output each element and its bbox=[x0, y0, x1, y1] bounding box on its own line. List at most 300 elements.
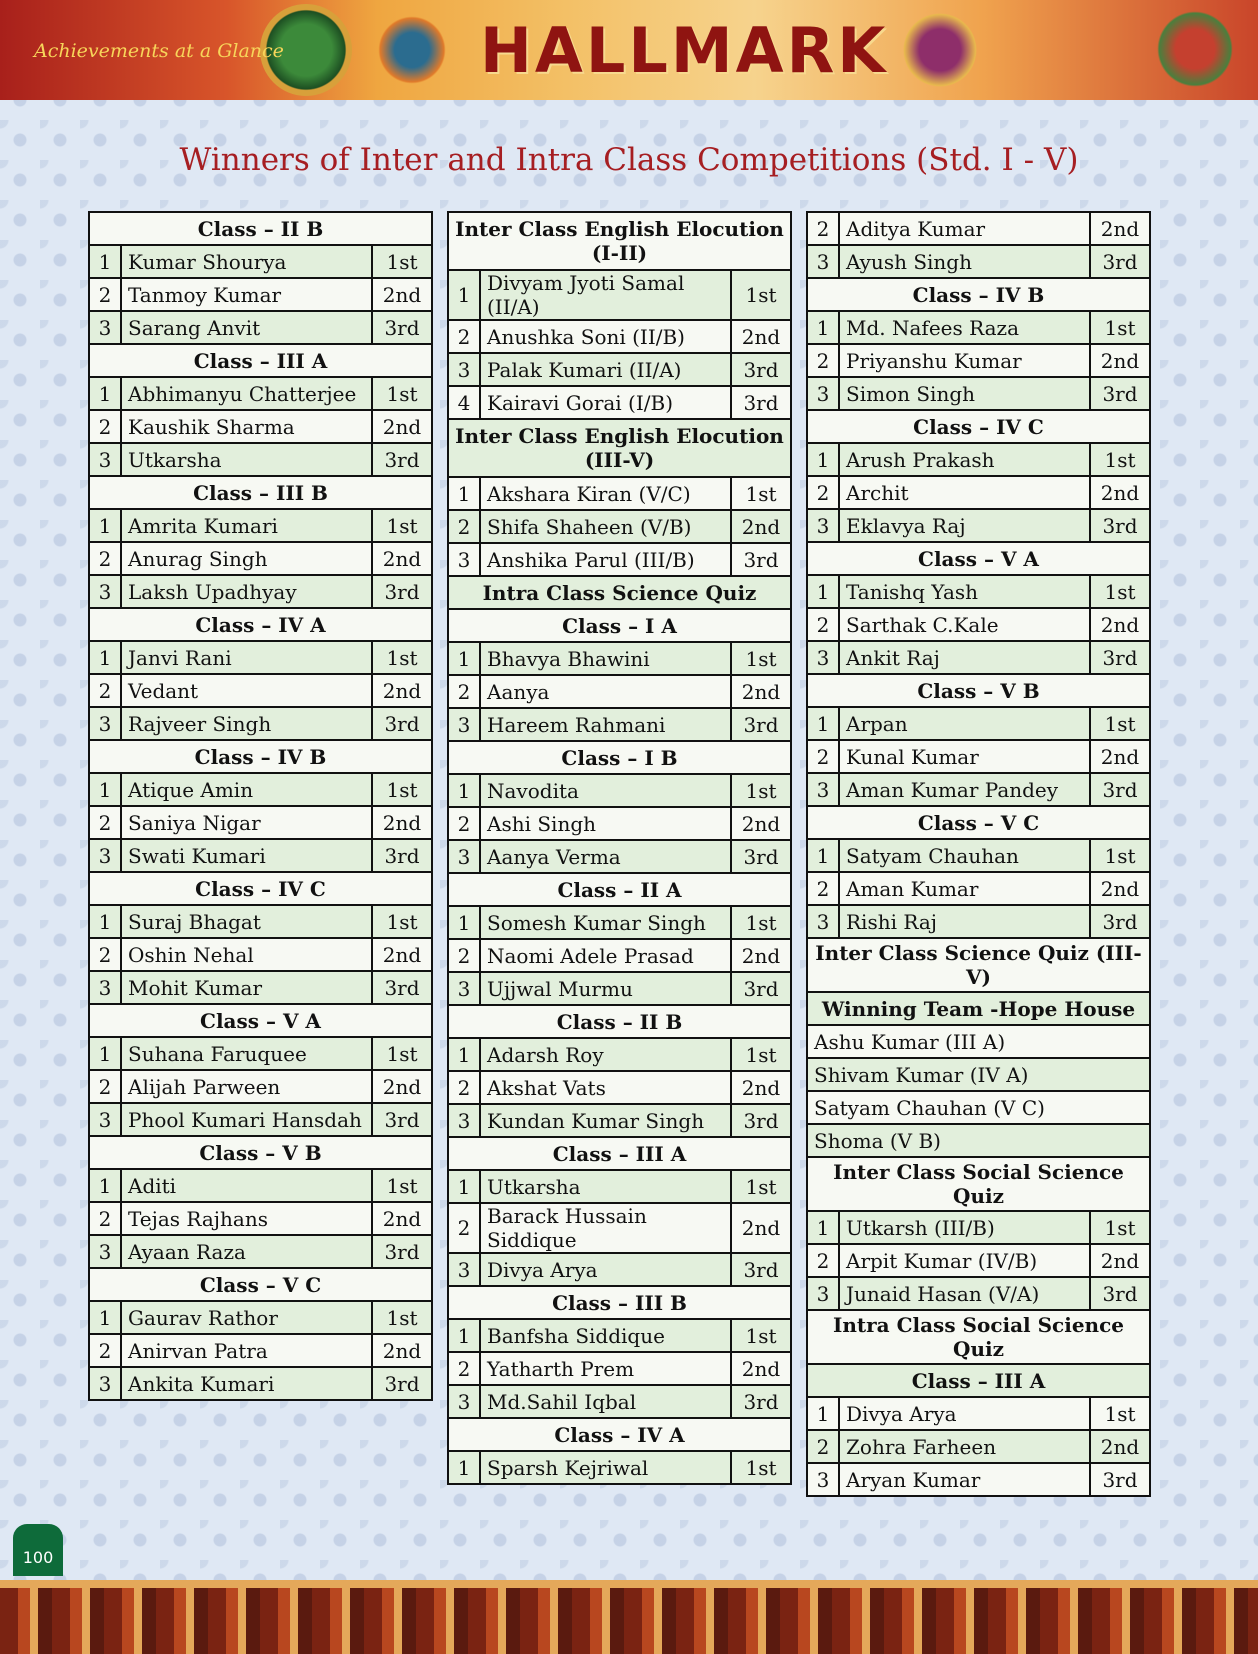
dancer-figure-icon bbox=[1150, 2, 1240, 96]
winner-name: Akshat Vats bbox=[481, 1072, 732, 1103]
position-label: 1st bbox=[1104, 579, 1136, 604]
section-heading bbox=[88, 1003, 433, 1038]
rank-number: 3 bbox=[449, 1105, 481, 1136]
position-label: 2nd bbox=[741, 1216, 781, 1240]
winner-row bbox=[88, 838, 433, 873]
rank-number: 2 bbox=[90, 1071, 122, 1102]
rank-number: 1 bbox=[90, 1170, 122, 1201]
section-heading-text: Class – V B bbox=[199, 1140, 322, 1165]
rank-number: 3 bbox=[808, 246, 840, 277]
winner-row bbox=[447, 319, 792, 354]
section-heading-text: Class – IV C bbox=[195, 876, 326, 901]
footer-border-art bbox=[0, 1580, 1258, 1654]
position-label: 3rd bbox=[384, 315, 420, 340]
position-label: 2nd bbox=[741, 811, 781, 836]
winner-row bbox=[447, 352, 792, 387]
section-heading bbox=[806, 1156, 1151, 1212]
section-heading-text: Intra Class Science Quiz bbox=[482, 580, 757, 605]
position-label: 3rd bbox=[1102, 249, 1138, 274]
section-heading bbox=[806, 277, 1151, 312]
winner-row bbox=[806, 871, 1151, 906]
section-heading-text: Class – III A bbox=[552, 1141, 687, 1166]
position-label: 2nd bbox=[382, 282, 422, 307]
winner-row bbox=[447, 269, 792, 321]
rank-number: 3 bbox=[449, 1386, 481, 1417]
rank-number: 1 bbox=[449, 643, 481, 674]
winner-row bbox=[806, 607, 1151, 642]
winner-row bbox=[806, 442, 1151, 477]
winner-name: Hareem Rahmani bbox=[481, 709, 732, 740]
position-label: 2nd bbox=[382, 1074, 422, 1099]
position-label: 1st bbox=[1104, 1401, 1136, 1426]
section-heading-text: Intra Class Social Science Quiz bbox=[832, 1313, 1124, 1361]
position-label: 1st bbox=[745, 646, 777, 671]
rank-number: 3 bbox=[449, 973, 481, 1004]
winner-name: Divya Arya bbox=[840, 1398, 1091, 1429]
rank-number: 3 bbox=[90, 840, 122, 871]
winner-row bbox=[806, 1210, 1151, 1245]
page-number: 100 bbox=[13, 1524, 63, 1576]
position-label: 3rd bbox=[384, 447, 420, 472]
winner-name: Aditya Kumar bbox=[840, 213, 1091, 244]
position-label: 3rd bbox=[384, 711, 420, 736]
position-label: 3rd bbox=[743, 712, 779, 737]
winner-name: Eklavya Raj bbox=[840, 510, 1091, 541]
section-heading-text: Winning Team -Hope House bbox=[821, 996, 1136, 1021]
position-label: 3rd bbox=[384, 975, 420, 1000]
position-label: 2nd bbox=[741, 324, 781, 349]
team-member-name: Shoma (V B) bbox=[814, 1128, 941, 1153]
rank-number: 2 bbox=[808, 1431, 840, 1462]
winner-name: Kundan Kumar Singh bbox=[481, 1105, 732, 1136]
winner-row bbox=[447, 674, 792, 709]
winner-row bbox=[88, 1102, 433, 1137]
section-heading bbox=[447, 740, 792, 775]
winner-row bbox=[447, 905, 792, 940]
rank-number: 3 bbox=[449, 841, 481, 872]
winner-row bbox=[806, 1276, 1151, 1311]
position-label: 2nd bbox=[1100, 744, 1140, 769]
winner-row bbox=[806, 838, 1151, 873]
winner-row bbox=[447, 1202, 792, 1254]
winner-name: Ankita Kumari bbox=[122, 1368, 373, 1399]
rank-number: 3 bbox=[90, 708, 122, 739]
winner-name: Utkarsha bbox=[122, 444, 373, 475]
rank-number: 1 bbox=[808, 1398, 840, 1429]
section-heading bbox=[88, 211, 433, 246]
winner-name: Tejas Rajhans bbox=[122, 1203, 373, 1234]
winner-row bbox=[88, 508, 433, 543]
winner-name: Anshika Parul (III/B) bbox=[481, 544, 732, 575]
rank-number: 3 bbox=[90, 1368, 122, 1399]
position-label: 1st bbox=[386, 1173, 418, 1198]
winner-name: Vedant bbox=[122, 675, 373, 706]
section-heading bbox=[447, 211, 792, 271]
winner-row bbox=[88, 1168, 433, 1203]
winner-name: Utkarsha bbox=[481, 1171, 732, 1202]
winner-row bbox=[88, 1300, 433, 1335]
position-label: 2nd bbox=[741, 1075, 781, 1100]
winner-row bbox=[447, 806, 792, 841]
winner-row bbox=[88, 1201, 433, 1236]
section-heading-text: Class – V C bbox=[199, 1272, 322, 1297]
winner-name: Anushka Soni (II/B) bbox=[481, 321, 732, 352]
winner-name: Anurag Singh bbox=[122, 543, 373, 574]
winner-name: Adarsh Roy bbox=[481, 1039, 732, 1070]
section-heading-text: Class – V B bbox=[917, 678, 1040, 703]
winner-name: Aanya bbox=[481, 676, 732, 707]
rank-number: 1 bbox=[90, 906, 122, 937]
winner-name: Suhana Faruquee bbox=[122, 1038, 373, 1069]
winner-row bbox=[88, 376, 433, 411]
rank-number: 1 bbox=[90, 1302, 122, 1333]
position-label: 3rd bbox=[743, 844, 779, 869]
rank-number: 4 bbox=[449, 387, 481, 418]
rank-number: 2 bbox=[90, 279, 122, 310]
winner-name: Kairavi Gorai (I/B) bbox=[481, 387, 732, 418]
position-label: 3rd bbox=[743, 390, 779, 415]
winner-row bbox=[88, 904, 433, 939]
winner-name: Palak Kumari (II/A) bbox=[481, 354, 732, 385]
winner-name: Arush Prakash bbox=[840, 444, 1091, 475]
rank-number: 1 bbox=[808, 1212, 840, 1243]
section-heading bbox=[88, 343, 433, 378]
position-label: 3rd bbox=[1102, 909, 1138, 934]
brand-logo: HALLMARK bbox=[480, 14, 889, 87]
position-label: 3rd bbox=[743, 1108, 779, 1133]
winner-name: Aanya Verma bbox=[481, 841, 732, 872]
winner-row bbox=[806, 739, 1151, 774]
winner-row bbox=[806, 772, 1151, 807]
rank-number: 2 bbox=[808, 873, 840, 904]
winner-row bbox=[806, 475, 1151, 510]
winner-row bbox=[88, 1069, 433, 1104]
position-label: 1st bbox=[386, 1041, 418, 1066]
rank-number: 1 bbox=[808, 312, 840, 343]
rank-number: 1 bbox=[808, 444, 840, 475]
section-heading-text: Class – II B bbox=[556, 1009, 683, 1034]
position-label: 2nd bbox=[741, 943, 781, 968]
section-heading-text: Class – II A bbox=[557, 877, 682, 902]
winner-row bbox=[88, 640, 433, 675]
position-label: 2nd bbox=[382, 942, 422, 967]
section-heading-text: Class – II B bbox=[197, 216, 324, 241]
rank-number: 2 bbox=[90, 1335, 122, 1366]
winner-row bbox=[447, 542, 792, 577]
winner-name: Utkarsh (III/B) bbox=[840, 1212, 1091, 1243]
position-label: 1st bbox=[745, 1323, 777, 1348]
winner-row bbox=[447, 707, 792, 742]
rank-number: 2 bbox=[90, 411, 122, 442]
winner-row bbox=[88, 244, 433, 279]
rank-number: 1 bbox=[449, 775, 481, 806]
rank-number: 1 bbox=[90, 774, 122, 805]
rank-number: 3 bbox=[808, 1278, 840, 1309]
winner-name: Tanishq Yash bbox=[840, 576, 1091, 607]
rank-number: 2 bbox=[449, 808, 481, 839]
winner-name: Aman Kumar bbox=[840, 873, 1091, 904]
winner-row bbox=[447, 1037, 792, 1072]
position-label: 2nd bbox=[1100, 876, 1140, 901]
dancer-art-icon bbox=[900, 6, 980, 94]
winner-row bbox=[88, 706, 433, 741]
rank-number: 2 bbox=[808, 213, 840, 244]
winner-row bbox=[88, 1366, 433, 1401]
rank-number: 2 bbox=[449, 1204, 481, 1252]
section-heading-text: Class – III B bbox=[193, 480, 328, 505]
winner-row bbox=[447, 1103, 792, 1138]
winner-row bbox=[806, 640, 1151, 675]
winner-row bbox=[447, 971, 792, 1006]
rank-number: 1 bbox=[90, 510, 122, 541]
winner-row bbox=[447, 1384, 792, 1419]
winner-name: Alijah Parween bbox=[122, 1071, 373, 1102]
winner-row bbox=[806, 508, 1151, 543]
winner-name: Anirvan Patra bbox=[122, 1335, 373, 1366]
header-banner bbox=[0, 0, 1258, 100]
column-3 bbox=[806, 213, 1151, 1497]
winner-name: Rajveer Singh bbox=[122, 708, 373, 739]
position-label: 2nd bbox=[1100, 1434, 1140, 1459]
winner-name: Kaushik Sharma bbox=[122, 411, 373, 442]
winner-name: Kumar Shourya bbox=[122, 246, 373, 277]
rank-number: 1 bbox=[808, 576, 840, 607]
winner-row bbox=[806, 244, 1151, 279]
winner-row bbox=[806, 310, 1151, 345]
winner-name: Divyam Jyoti Samal (II/A) bbox=[481, 271, 732, 319]
rank-number: 3 bbox=[808, 510, 840, 541]
position-label: 3rd bbox=[743, 547, 779, 572]
section-heading-text: Class – IV A bbox=[195, 612, 326, 637]
winner-row bbox=[88, 442, 433, 477]
section-heading bbox=[806, 991, 1151, 1026]
position-label: 3rd bbox=[743, 1389, 779, 1414]
position-label: 2nd bbox=[1100, 480, 1140, 505]
winner-row bbox=[447, 476, 792, 511]
rank-number: 2 bbox=[808, 477, 840, 508]
winner-row bbox=[88, 541, 433, 576]
winner-name: Ankit Raj bbox=[840, 642, 1091, 673]
winner-row bbox=[88, 937, 433, 972]
section-heading-text: Class – IV B bbox=[194, 744, 327, 769]
winner-name: Ayush Singh bbox=[840, 246, 1091, 277]
winner-name: Zohra Farheen bbox=[840, 1431, 1091, 1462]
winner-name: Kunal Kumar bbox=[840, 741, 1091, 772]
position-label: 3rd bbox=[743, 357, 779, 382]
position-label: 3rd bbox=[1102, 777, 1138, 802]
winner-row bbox=[447, 509, 792, 544]
rank-number: 3 bbox=[90, 1104, 122, 1135]
page-title: Winners of Inter and Intra Class Competitions (Std. I - V) bbox=[179, 142, 1079, 178]
team-member-name: Ashu Kumar (III A) bbox=[814, 1029, 1006, 1054]
winner-row bbox=[447, 773, 792, 808]
position-label: 1st bbox=[386, 909, 418, 934]
section-heading bbox=[447, 608, 792, 643]
winner-name: Navodita bbox=[481, 775, 732, 806]
position-label: 3rd bbox=[384, 1239, 420, 1264]
winner-name: Md. Nafees Raza bbox=[840, 312, 1091, 343]
position-label: 1st bbox=[386, 1305, 418, 1330]
rank-number: 3 bbox=[90, 1236, 122, 1267]
section-heading-text: Class – IV A bbox=[554, 1422, 685, 1447]
rank-number: 3 bbox=[808, 1464, 840, 1495]
section-heading bbox=[447, 1136, 792, 1171]
section-heading-text: Inter Class Science Quiz (III-V) bbox=[815, 941, 1142, 989]
section-heading bbox=[806, 805, 1151, 840]
position-label: 2nd bbox=[382, 1338, 422, 1363]
winner-row bbox=[88, 772, 433, 807]
position-label: 2nd bbox=[1100, 612, 1140, 637]
column-1 bbox=[88, 213, 433, 1401]
rank-number: 3 bbox=[808, 906, 840, 937]
team-member-name: Satyam Chauhan (V C) bbox=[814, 1095, 1045, 1120]
position-label: 2nd bbox=[1100, 348, 1140, 373]
position-label: 2nd bbox=[382, 1206, 422, 1231]
rank-number: 2 bbox=[90, 939, 122, 970]
position-label: 1st bbox=[386, 645, 418, 670]
winner-name: Saniya Nigar bbox=[122, 807, 373, 838]
winner-row bbox=[806, 574, 1151, 609]
winner-name: Arpit Kumar (IV/B) bbox=[840, 1245, 1091, 1276]
rank-number: 1 bbox=[90, 378, 122, 409]
winner-row bbox=[447, 1169, 792, 1204]
winner-name: Arpan bbox=[840, 708, 1091, 739]
winner-row bbox=[806, 343, 1151, 378]
position-label: 1st bbox=[1104, 843, 1136, 868]
winner-name: Amrita Kumari bbox=[122, 510, 373, 541]
winner-name: Gaurav Rathor bbox=[122, 1302, 373, 1333]
winner-name: Bhavya Bhawini bbox=[481, 643, 732, 674]
section-heading bbox=[88, 871, 433, 906]
winner-row bbox=[88, 970, 433, 1005]
header-tagline: Achievements at a Glance bbox=[34, 40, 284, 62]
rank-number: 3 bbox=[90, 444, 122, 475]
rank-number: 3 bbox=[449, 354, 481, 385]
section-heading bbox=[88, 739, 433, 774]
winner-name: Aditi bbox=[122, 1170, 373, 1201]
position-label: 1st bbox=[386, 381, 418, 406]
winner-row bbox=[447, 641, 792, 676]
rank-number: 3 bbox=[90, 972, 122, 1003]
winner-row bbox=[88, 673, 433, 708]
rank-number: 1 bbox=[90, 1038, 122, 1069]
rank-number: 2 bbox=[90, 543, 122, 574]
rank-number: 2 bbox=[449, 1072, 481, 1103]
winner-name: Naomi Adele Prasad bbox=[481, 940, 732, 971]
position-label: 1st bbox=[1104, 1215, 1136, 1240]
position-label: 1st bbox=[745, 1174, 777, 1199]
rank-number: 2 bbox=[90, 1203, 122, 1234]
winner-row bbox=[88, 574, 433, 609]
winner-row bbox=[88, 310, 433, 345]
winner-name: Satyam Chauhan bbox=[840, 840, 1091, 871]
position-label: 2nd bbox=[741, 1356, 781, 1381]
winner-row bbox=[447, 1318, 792, 1353]
winner-name: Ashi Singh bbox=[481, 808, 732, 839]
winner-name: Abhimanyu Chatterjee bbox=[122, 378, 373, 409]
team-member-row bbox=[806, 1090, 1151, 1125]
position-label: 3rd bbox=[384, 579, 420, 604]
position-label: 2nd bbox=[1100, 1248, 1140, 1273]
rank-number: 2 bbox=[449, 321, 481, 352]
section-heading bbox=[88, 475, 433, 510]
winner-row bbox=[447, 1070, 792, 1105]
rank-number: 1 bbox=[90, 246, 122, 277]
section-heading bbox=[806, 409, 1151, 444]
rank-number: 1 bbox=[449, 478, 481, 509]
section-heading-text: Class – I B bbox=[561, 745, 678, 770]
position-label: 1st bbox=[1104, 315, 1136, 340]
winner-name: Rishi Raj bbox=[840, 906, 1091, 937]
winner-name: Tanmoy Kumar bbox=[122, 279, 373, 310]
rank-number: 1 bbox=[449, 1452, 481, 1483]
rank-number: 3 bbox=[449, 709, 481, 740]
position-label: 1st bbox=[745, 481, 777, 506]
winner-name: Atique Amin bbox=[122, 774, 373, 805]
rank-number: 2 bbox=[449, 511, 481, 542]
team-member-row bbox=[806, 1024, 1151, 1059]
rank-number: 1 bbox=[449, 907, 481, 938]
team-member-row bbox=[806, 1123, 1151, 1158]
rank-number: 2 bbox=[808, 1245, 840, 1276]
winner-row bbox=[806, 1396, 1151, 1431]
winner-name: Sparsh Kejriwal bbox=[481, 1452, 732, 1483]
position-label: 3rd bbox=[384, 843, 420, 868]
winner-name: Junaid Hasan (V/A) bbox=[840, 1278, 1091, 1309]
section-heading bbox=[88, 1135, 433, 1170]
winner-name: Mohit Kumar bbox=[122, 972, 373, 1003]
winner-name: Suraj Bhagat bbox=[122, 906, 373, 937]
section-heading-text: Class – III B bbox=[552, 1290, 687, 1315]
winner-name: Shifa Shaheen (V/B) bbox=[481, 511, 732, 542]
winner-name: Archit bbox=[840, 477, 1091, 508]
rank-number: 2 bbox=[90, 675, 122, 706]
position-label: 2nd bbox=[741, 514, 781, 539]
column-2 bbox=[447, 213, 792, 1485]
peacock-art-icon bbox=[372, 8, 452, 92]
section-heading bbox=[88, 607, 433, 642]
winner-row bbox=[88, 409, 433, 444]
position-label: 2nd bbox=[741, 679, 781, 704]
position-label: 3rd bbox=[1102, 381, 1138, 406]
rank-number: 3 bbox=[90, 576, 122, 607]
rank-number: 3 bbox=[449, 544, 481, 575]
winner-name: Akshara Kiran (V/C) bbox=[481, 478, 732, 509]
position-label: 1st bbox=[745, 778, 777, 803]
position-label: 1st bbox=[745, 1042, 777, 1067]
section-heading bbox=[447, 418, 792, 478]
rank-number: 1 bbox=[90, 642, 122, 673]
position-label: 3rd bbox=[1102, 513, 1138, 538]
rank-number: 1 bbox=[449, 1039, 481, 1070]
winner-name: Yatharth Prem bbox=[481, 1353, 732, 1384]
winner-row bbox=[806, 376, 1151, 411]
winner-row bbox=[88, 277, 433, 312]
section-heading bbox=[806, 1309, 1151, 1365]
position-label: 1st bbox=[1104, 711, 1136, 736]
winner-name: Somesh Kumar Singh bbox=[481, 907, 732, 938]
section-heading-text: Inter Class Social Science Quiz bbox=[833, 1160, 1124, 1208]
section-heading-text: Class – V A bbox=[918, 546, 1039, 571]
section-heading bbox=[806, 937, 1151, 993]
section-heading bbox=[806, 541, 1151, 576]
winner-row bbox=[447, 385, 792, 420]
winner-name: Swati Kumari bbox=[122, 840, 373, 871]
winner-name: Sarthak C.Kale bbox=[840, 609, 1091, 640]
position-label: 3rd bbox=[743, 976, 779, 1001]
section-heading-text: Class – III A bbox=[911, 1368, 1046, 1393]
position-label: 1st bbox=[386, 249, 418, 274]
